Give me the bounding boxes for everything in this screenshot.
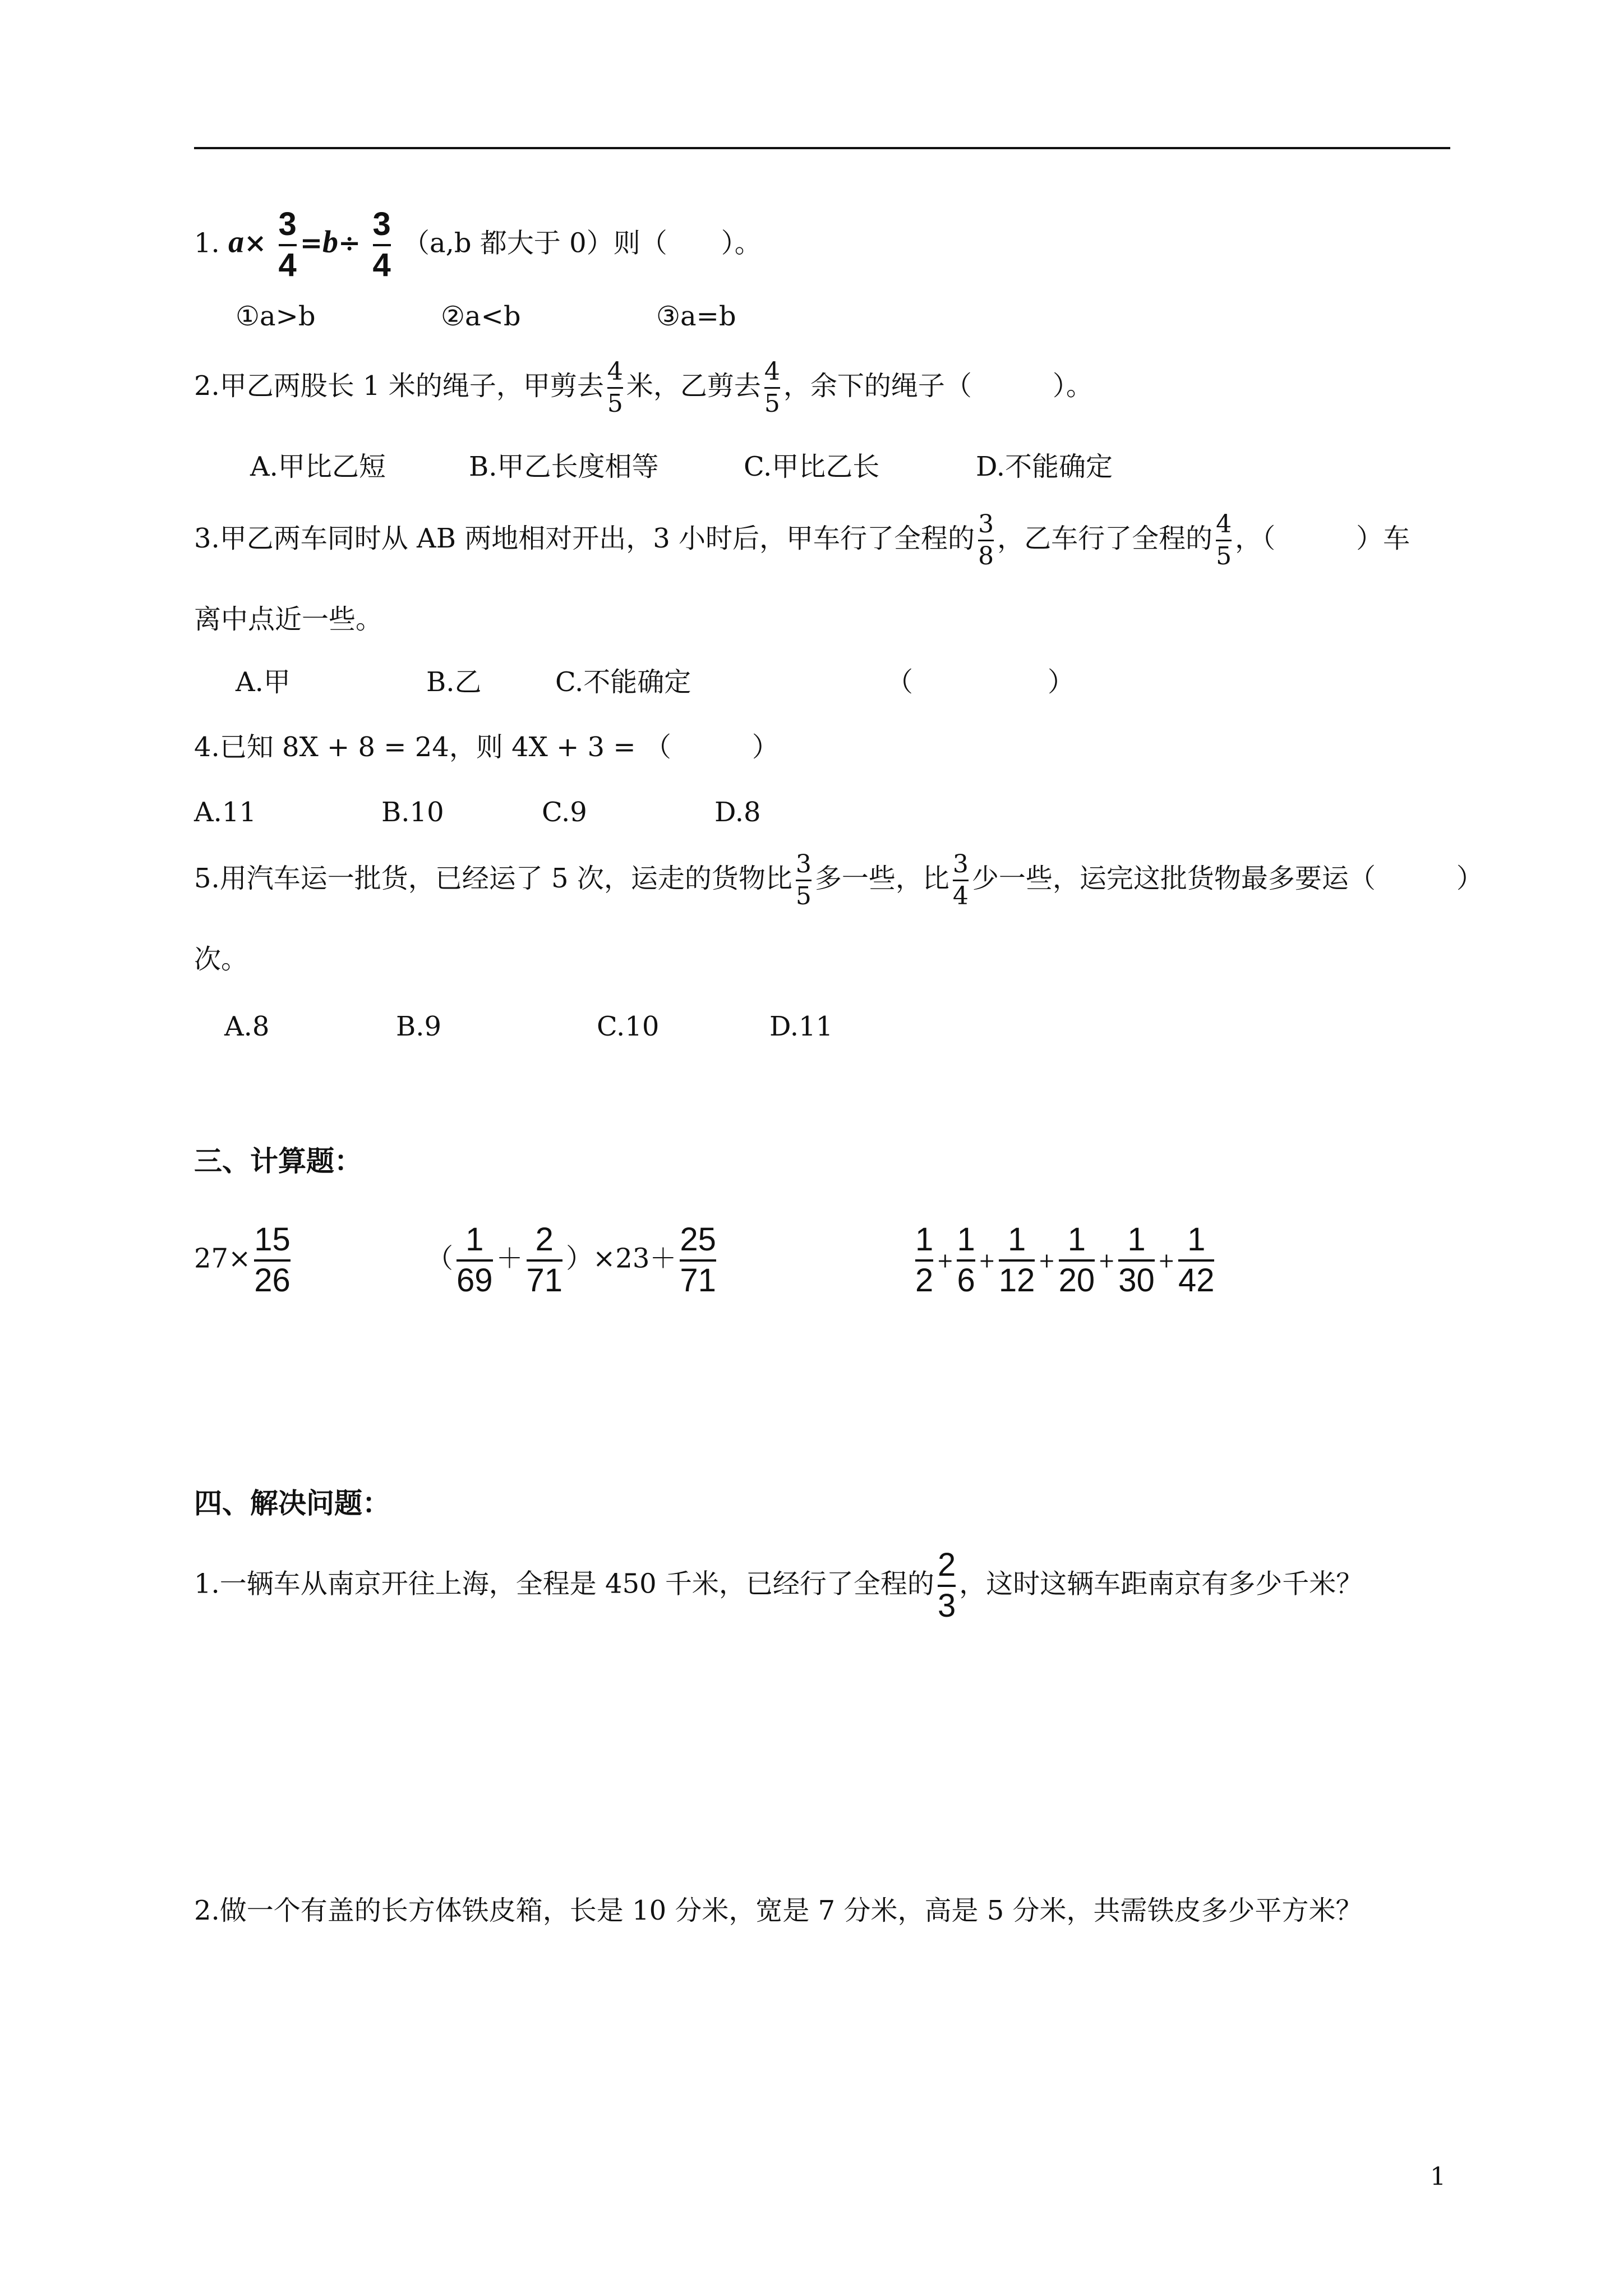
section-4-title: 四、解决问题： — [194, 1487, 390, 1520]
q4-option-a: A.11 — [194, 797, 256, 828]
calc3-plus: + — [1038, 1249, 1055, 1273]
calc2-fraction-1: $\frac{1}{69}$ — [457, 1221, 493, 1299]
q5-option-d: D.11 — [769, 1011, 833, 1042]
calc2-fraction-2: $\frac{2}{71}$ — [526, 1221, 563, 1299]
q3-fraction-1: $\frac{3}{8}$ — [978, 510, 994, 571]
calc3-fraction: $\frac{1}{42}$ — [1178, 1221, 1215, 1299]
question-3-line-2: 离中点近一些。 — [194, 604, 383, 635]
section-3-title: 三、计算题： — [194, 1144, 362, 1177]
header-rule — [194, 147, 1450, 149]
problem-1: 1.一辆车从南京开往上海，全程是 450 千米，已经行了全程的 $\frac{2}{3}$ ，这时这辆车距南京有多少千米？ — [194, 1547, 1363, 1624]
q4-option-c: C.9 — [542, 797, 587, 828]
question-2: 2.甲乙两股长 1 米的绳子，甲剪去 $\frac{4}{5}$ 米，乙剪去 $\frac{4}{5}$ ，余下的绳子（ ）。 — [194, 357, 1093, 418]
page-number: 1 — [1430, 2162, 1446, 2191]
q2-option-c: C.甲比乙长 — [744, 451, 880, 482]
q2-option-d: D.不能确定 — [976, 451, 1113, 482]
question-3: 3.甲乙两车同时从 AB 两地相对开出，3 小时后，甲车行了全程的 $\frac{3}{8}$ ，乙车行了全程的 $\frac{4}{5}$ ，（ ）车 — [194, 510, 1410, 571]
q3-fraction-2: $\frac{4}{5}$ — [1216, 510, 1232, 571]
q2-option-a: A.甲比乙短 — [250, 451, 386, 482]
q2-option-b: B.甲乙长度相等 — [469, 451, 659, 482]
calc3-fraction: $\frac{1}{6}$ — [957, 1221, 975, 1299]
problem1-fraction: $\frac{2}{3}$ — [937, 1547, 956, 1624]
q1-times: × — [244, 227, 267, 259]
calc3-fraction: $\frac{1}{12}$ — [998, 1221, 1035, 1299]
q5-option-a: A.8 — [224, 1011, 270, 1042]
q1-equals: = — [299, 227, 323, 259]
q1-fraction-1: $\frac{3}{4}$ — [278, 206, 297, 283]
calc3-plus: + — [1158, 1249, 1175, 1273]
q3-option-a: A.甲 — [236, 666, 291, 698]
calc-expression-2: （ $\frac{1}{69}$ ＋ $\frac{2}{71}$ ）×23＋ $\frac{25}{71}$ — [426, 1221, 716, 1299]
problem-2: 2.做一个有盖的长方体铁皮箱，长是 10 分米，宽是 7 分米，高是 5 分米，共需铁皮多少平方米？ — [194, 1895, 1363, 1926]
q1-condition: （a,b 都大于 0）则（ ）。 — [403, 227, 762, 259]
q5-fraction-1: $\frac{3}{5}$ — [795, 850, 811, 911]
q4-option-b: B.10 — [381, 797, 444, 828]
calc1-fraction: $\frac{15}{26}$ — [254, 1221, 291, 1299]
q1-number: 1. — [194, 227, 220, 259]
q1-divide: ÷ — [338, 227, 361, 259]
q1-var-a: a — [228, 224, 245, 260]
q3-option-c: C.不能确定 — [555, 666, 691, 698]
calc3-fraction: $\frac{1}{30}$ — [1118, 1221, 1155, 1299]
q3-option-b: B.乙 — [426, 666, 482, 698]
q5-option-c: C.10 — [597, 1011, 660, 1042]
q1-option-2: ②a<b — [441, 301, 521, 332]
calc-expression-1: 27× $\frac{15}{26}$ — [194, 1221, 291, 1299]
calc3-fraction: $\frac{1}{2}$ — [915, 1221, 934, 1299]
q1-fraction-2: $\frac{3}{4}$ — [372, 206, 391, 283]
calc3-plus: + — [937, 1249, 954, 1273]
calc-expression-3 — [912, 1223, 1218, 1298]
q3-answer-blank: （ ） — [886, 666, 1075, 698]
q2-fraction-1: $\frac{4}{5}$ — [607, 357, 623, 418]
q1-var-b: b — [322, 224, 339, 260]
calc3-plus: + — [978, 1249, 995, 1273]
question-5-line-2: 次。 — [194, 944, 248, 975]
question-4: 4.已知 8X + 8 = 24，则 4X + 3 = （ ） — [194, 731, 779, 763]
q5-fraction-2: $\frac{3}{4}$ — [952, 850, 969, 911]
q5-option-b: B.9 — [396, 1011, 442, 1042]
q1-option-3: ③a=b — [656, 301, 736, 332]
question-1 — [194, 208, 762, 283]
calc2-fraction-3: $\frac{25}{71}$ — [680, 1221, 716, 1299]
calc3-fraction: $\frac{1}{20}$ — [1058, 1221, 1095, 1299]
q4-option-d: D.8 — [714, 797, 761, 828]
q2-fraction-2: $\frac{4}{5}$ — [764, 357, 780, 418]
q1-option-1: ①a>b — [236, 301, 316, 332]
calc3-plus: + — [1098, 1249, 1115, 1273]
question-5: 5.用汽车运一批货，已经运了 5 次，运走的货物比 $\frac{3}{5}$ 多一些，比 $\frac{3}{4}$ 少一些，运完这批货物最多要运（ ） — [194, 850, 1483, 911]
